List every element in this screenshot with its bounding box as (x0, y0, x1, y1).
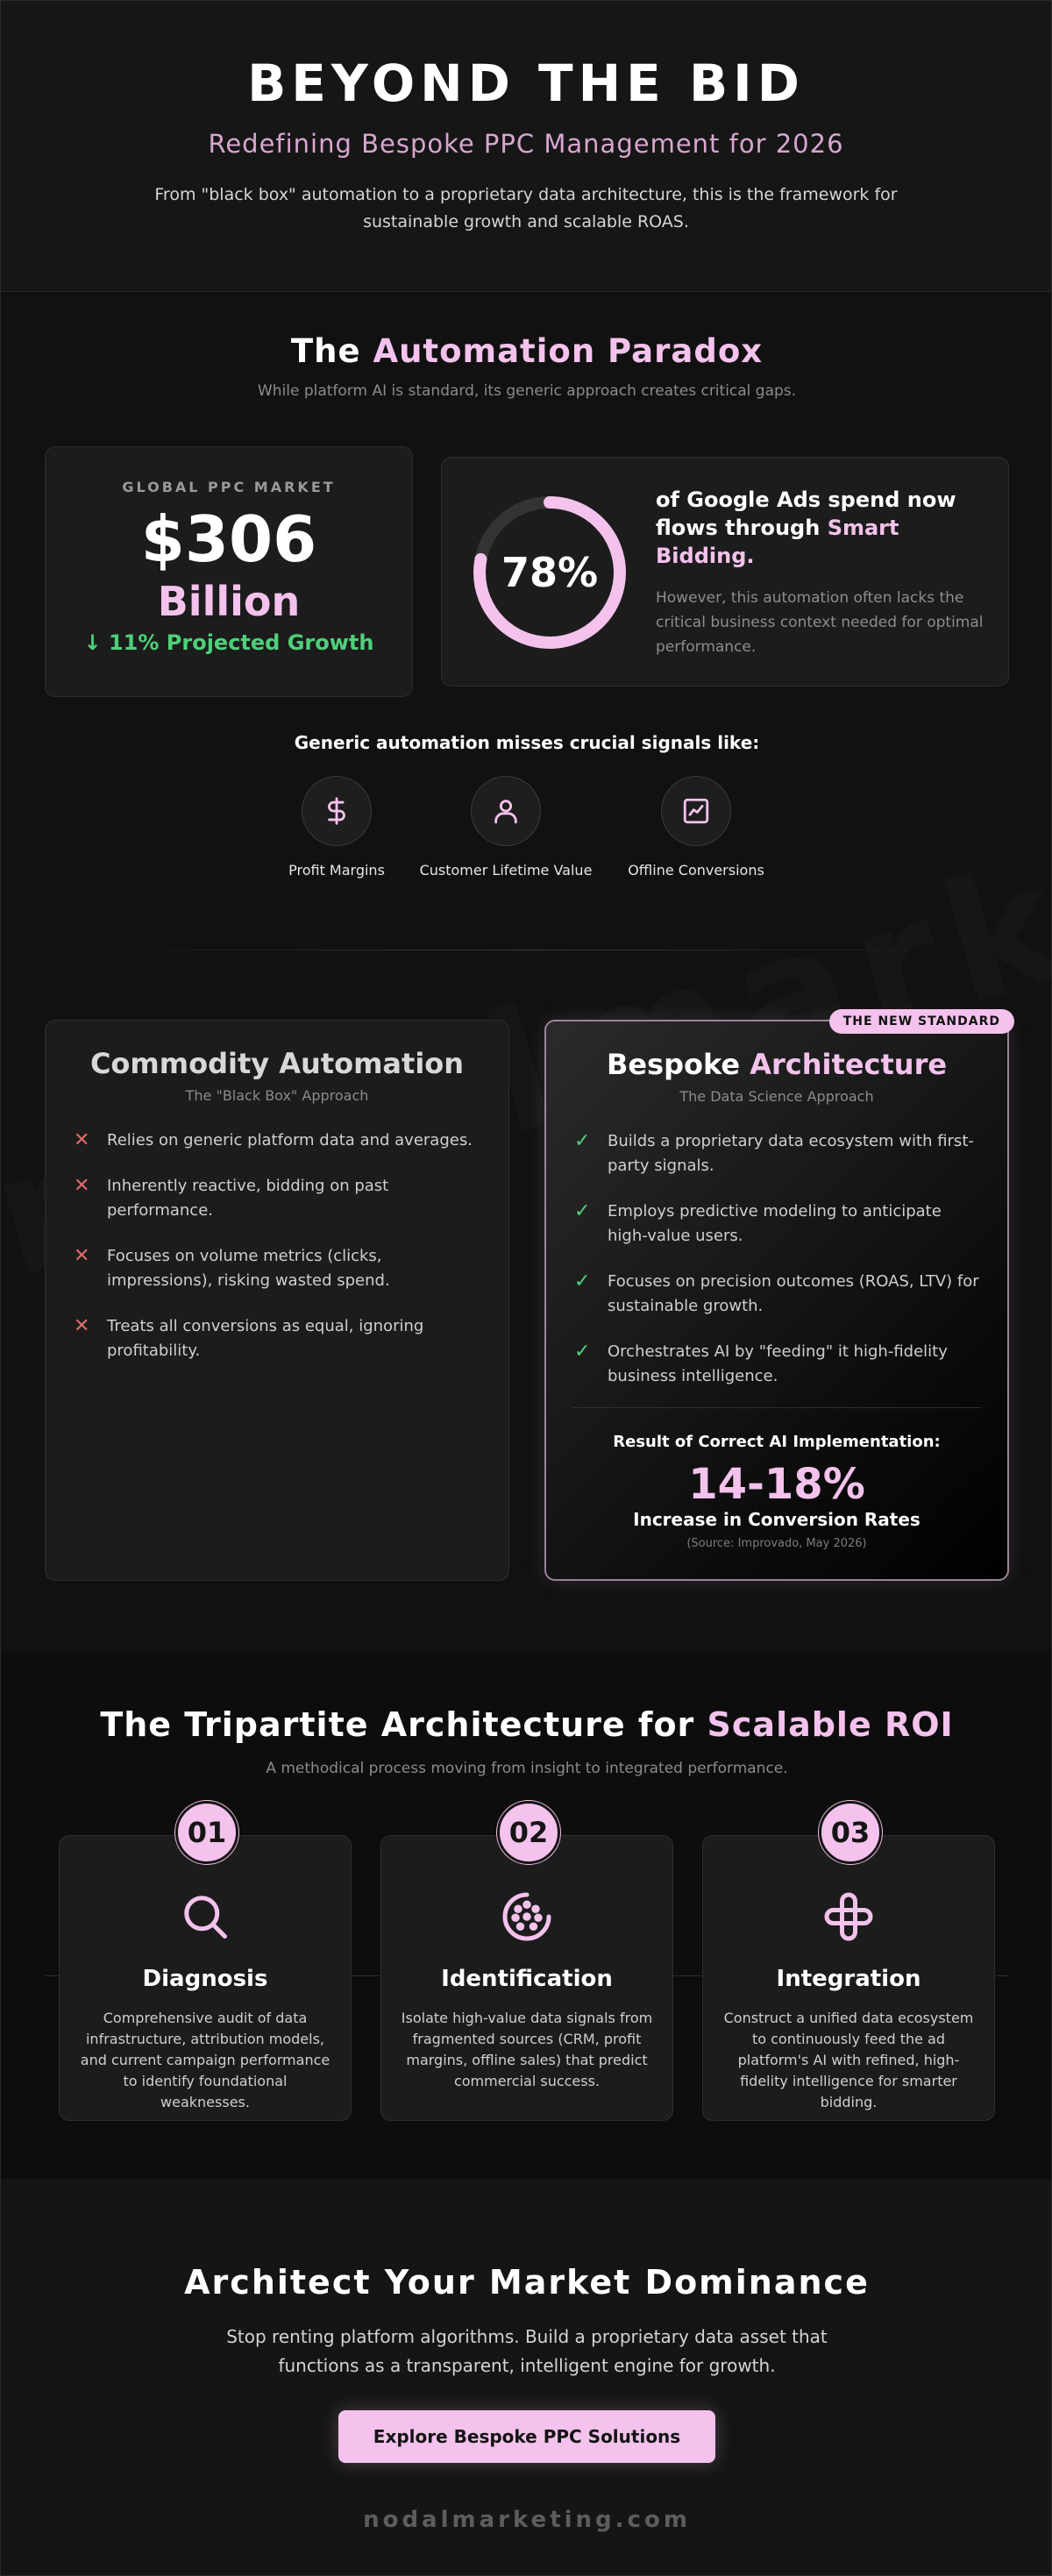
signal-label: Offline Conversions (628, 862, 764, 879)
list-item-text: Orchestrates AI by "feeding" it high-fidelity business intelligence. (608, 1342, 948, 1385)
result-value: 14-18% (688, 1460, 865, 1509)
step-title: Integration (776, 1966, 921, 1992)
list-item (74, 1128, 482, 1153)
signal-customer-lifetime-value (409, 776, 602, 879)
check-icon: ✓ (574, 1200, 591, 1222)
market-kicker: GLOBAL PPC MARKET (122, 479, 336, 495)
explore-solutions-button[interactable]: Explore Bespoke PPC Solutions (338, 2410, 715, 2463)
user-icon (471, 776, 541, 846)
tripartite-title-pre: The Tripartite Architecture for (100, 1705, 695, 1744)
bespoke-list (574, 1129, 981, 1389)
commodity-list (74, 1128, 482, 1363)
list-item-text: Treats all conversions as equal, ignoring profitability. (107, 1317, 424, 1360)
bespoke-title-accent: Architecture (750, 1048, 948, 1081)
step-title: Identification (441, 1966, 613, 1992)
list-item (74, 1314, 482, 1363)
step-text: Comprehensive audit of data infrastructure, attribution models, and current campaign performance to identify foundational weaknesses. (80, 2010, 331, 2110)
tripartite-section (1, 1653, 1052, 2179)
site-url[interactable]: nodalmarketing.com (363, 2507, 691, 2533)
step-text: Construct a unified data ecosystem to continuously feed the ad platform's AI with refined, high-fidelity intelligence for smarter bidding. (723, 2010, 974, 2110)
cross-icon: ✕ (74, 1129, 90, 1151)
smart-bidding-note: However, this automation often lacks the critical business context needed for optimal performance. (656, 589, 984, 656)
cta-section (1, 2179, 1052, 2576)
list-item-text: Builds a proprietary data ecosystem with first-party signals. (608, 1132, 974, 1175)
cta-title: Architect Your Market Dominance (184, 2263, 870, 2302)
list-item (74, 1174, 482, 1223)
list-item-text: Relies on generic platform data and averages. (107, 1131, 473, 1149)
dollar-icon (302, 776, 372, 846)
commodity-automation-card (45, 1020, 509, 1581)
check-icon: ✓ (574, 1130, 591, 1152)
result-block (572, 1407, 981, 1550)
market-value: $306 (140, 502, 317, 576)
page-title: BEYOND THE BID (247, 53, 805, 113)
list-item (574, 1199, 981, 1249)
bespoke-title (546, 1048, 1007, 1081)
list-item-text: Focuses on volume metrics (clicks, impressions), risking wasted spend. (107, 1247, 390, 1290)
step-title: Diagnosis (142, 1966, 268, 1992)
paradox-subtitle: While platform AI is standard, its generic approach creates critical gaps. (257, 382, 797, 400)
smart-bidding-headline (656, 486, 989, 570)
bespoke-approach: The Data Science Approach (679, 1088, 874, 1105)
dotted-circle-icon (501, 1890, 553, 1943)
paradox-title-pre: The (290, 332, 361, 370)
market-unit: Billion (157, 578, 301, 625)
market-size-card (45, 446, 413, 697)
commodity-title: Commodity Automation (89, 1047, 465, 1080)
step-number: 01 (175, 1801, 238, 1864)
list-item (74, 1244, 482, 1293)
commodity-approach: The "Black Box" Approach (185, 1087, 369, 1104)
result-source: (Source: Improvado, May 2026) (686, 1537, 867, 1550)
step-number: 02 (497, 1801, 560, 1864)
paradox-title (1, 332, 1052, 370)
list-item (574, 1340, 981, 1389)
magnifier-icon (179, 1890, 231, 1943)
new-standard-badge: THE NEW STANDARD (829, 1009, 1014, 1034)
list-item (574, 1129, 981, 1178)
signal-profit-margins (240, 776, 433, 879)
check-icon: ✓ (574, 1341, 591, 1363)
check-icon: ✓ (574, 1270, 591, 1292)
list-item (574, 1270, 981, 1319)
step-text: Isolate high-value data signals from fragmented sources (CRM, profit margins, offline sales) that predict commercial success. (401, 2010, 653, 2089)
page-lead: From "black box" automation to a proprietary data architecture, this is the framework for sustainable growth and scalable ROAS. (154, 185, 898, 231)
signal-offline-conversions (600, 776, 793, 879)
signals-title: Generic automation misses crucial signals like: (294, 732, 760, 753)
tripartite-subtitle: A methodical process moving from insight to integrated performance. (266, 1760, 788, 1777)
step-number: 03 (819, 1801, 882, 1864)
smart-bidding-percent: 78% (501, 549, 599, 596)
market-growth: ↓ 11% Projected Growth (83, 630, 374, 655)
automation-paradox-section (1, 292, 1052, 951)
page-subtitle: Redefining Bespoke PPC Management for 2026 (208, 129, 844, 159)
step-diagnosis (59, 1816, 352, 2121)
result-label: Increase in Conversion Rates (633, 1509, 920, 1530)
bespoke-title-pre: Bespoke (606, 1048, 741, 1081)
paradox-title-accent: Automation Paradox (373, 332, 764, 370)
cross-icon: ✕ (74, 1245, 90, 1267)
list-item-text: Inherently reactive, bidding on past performance. (107, 1177, 389, 1220)
signal-label: Profit Margins (288, 862, 385, 879)
list-item-text: Focuses on precision outcomes (ROAS, LTV) for sustainable growth. (608, 1272, 979, 1315)
chart-icon (661, 776, 731, 846)
cta-text: Stop renting platform algorithms. Build a proprietary data asset that functions as a transparent, intelligent engine for growth. (226, 2326, 828, 2376)
smart-headline-pre: of Google Ads spend now flows through (656, 487, 956, 540)
step-identification (380, 1816, 673, 2121)
cross-icon: ✕ (74, 1315, 90, 1337)
smart-bidding-text (656, 486, 989, 659)
tripartite-title (1, 1705, 1052, 1744)
list-item-text: Employs predictive modeling to anticipate high-value users. (608, 1202, 942, 1245)
signal-label: Customer Lifetime Value (419, 862, 593, 879)
tripartite-title-accent: Scalable ROI (707, 1705, 954, 1744)
cross-icon: ✕ (74, 1175, 90, 1197)
integration-icon (822, 1890, 875, 1943)
comparison-section (1, 951, 1052, 1653)
bespoke-architecture-card (544, 1014, 1009, 1581)
smart-bidding-card (441, 457, 1009, 687)
result-title: Result of Correct AI Implementation: (613, 1433, 941, 1451)
step-integration (702, 1816, 995, 2121)
hero-header (1, 1, 1051, 292)
smart-headline-accent: Smart Bidding. (656, 516, 899, 568)
